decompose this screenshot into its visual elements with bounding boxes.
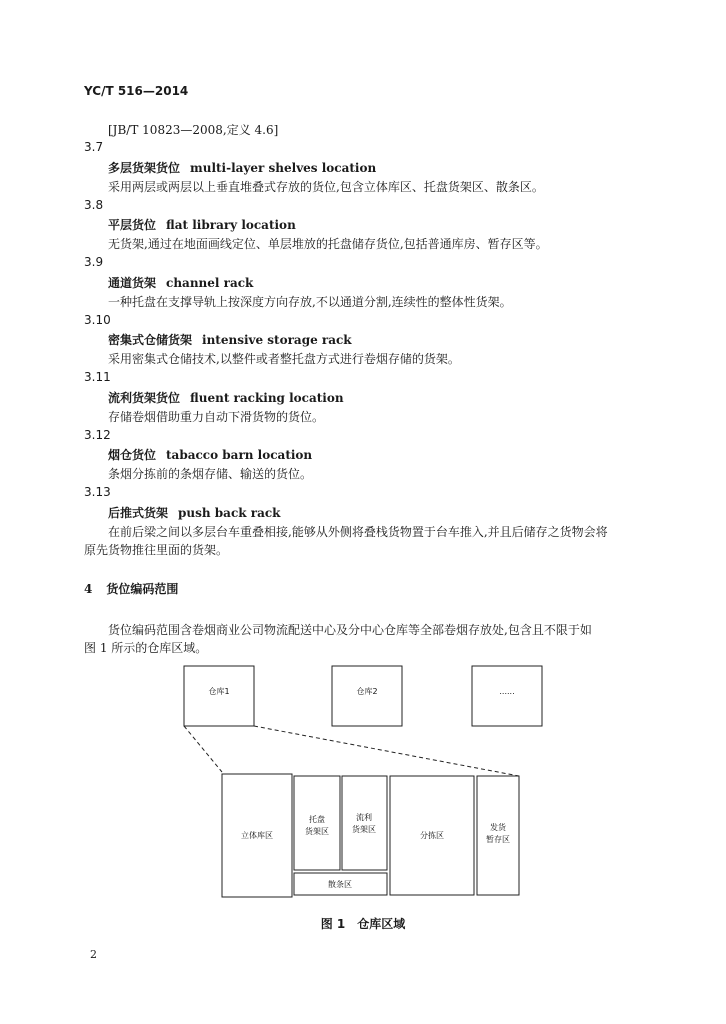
section-title: 货位编码范围 [106,582,179,596]
term-heading [108,159,376,176]
zoom-line-right [254,726,519,776]
term-heading [108,389,344,406]
term-en: flat library location [166,218,296,232]
term-en: push back rack [178,506,281,520]
zoom-line-left [184,726,222,772]
standard-id-header: YC/T 516—2014 [84,84,189,98]
term-definition: 条烟分拣前的条烟存储、输送的货位。 [108,467,313,481]
term-cn: 通道货架 [108,276,157,290]
term-en: tabacco barn location [166,448,313,462]
zone-ship-label-line1: 发货 [490,823,506,832]
section-paragraph-continued: 图 1 所示的仓库区域。 [84,641,208,655]
section-number: 4 [84,582,93,596]
term-definition: 采用密集式仓储技术,以整件或者整托盘方式进行卷烟存储的货架。 [108,352,460,366]
figure-caption: 图 1 仓库区域 [320,917,406,931]
term-cn: 后推式货架 [108,506,169,520]
term-heading [108,216,296,233]
term-cn: 平层货位 [108,218,157,232]
term-cn: 多层货架货位 [108,161,181,175]
warehouse-2-box [332,666,402,726]
term-cn: 流利货架货位 [108,391,181,405]
zone-fluent-label-line2: 货架区 [352,825,376,834]
warehouse-1-label: 仓库1 [208,687,230,696]
clause-number: 3.11 [84,370,111,384]
term-en: channel rack [166,276,254,290]
term-heading [108,331,352,348]
zone-pallet-label-line1: 托盘 [309,815,325,824]
zone-sort-label: 分拣区 [420,831,444,840]
page-number: 2 [90,948,97,961]
definition-reference: [JB/T 10823—2008,定义 4.6] [108,123,279,137]
term-definition: 采用两层或两层以上垂直堆叠式存放的货位,包含立体库区、托盘货架区、散条区。 [108,180,544,194]
clause-number: 3.12 [84,428,111,442]
term-definition: 在前后梁之间以多层台车重叠相接,能够从外侧将叠栈货物置于台车推入,并且后储存之货物会将 [108,525,608,539]
term-cn: 密集式仓储货架 [108,333,193,347]
term-definition: 无货架,通过在地面画线定位、单层堆放的托盘储存货位,包括普通库房、暂存区等。 [108,237,548,251]
term-en: intensive storage rack [202,333,352,347]
clause-number: 3.13 [84,485,111,499]
term-heading [108,446,312,463]
term-heading [108,504,280,521]
term-definition-continued: 原先货物推往里面的货架。 [84,543,229,557]
warehouse-more-label: ...... [499,687,515,696]
zone-pallet-label-line2: 货架区 [305,827,329,836]
warehouse-1-box [184,666,254,726]
warehouse-2-label: 仓库2 [356,687,378,696]
term-en: multi-layer shelves location [190,161,377,175]
clause-number: 3.9 [84,255,104,269]
clause-number: 3.8 [84,198,104,212]
section-paragraph: 货位编码范围含卷烟商业公司物流配送中心及分中心仓库等全部卷烟存放处,包含且不限于如 [108,623,592,637]
term-definition: 存储卷烟借助重力自动下滑货物的货位。 [108,410,325,424]
zone-ship-label-line2: 暂存区 [486,835,510,844]
clause-number: 3.7 [84,140,104,154]
zone-loose-label: 散条区 [328,880,352,889]
clause-number: 3.10 [84,313,111,327]
zone-fluent-label-line1: 流利 [356,813,372,822]
zone-fluent-box [342,776,387,870]
term-definition: 一种托盘在支撑导轨上按深度方向存放,不以通道分割,连续性的整体性货架。 [108,295,512,309]
term-cn: 烟仓货位 [108,448,157,462]
warehouse-more-box [472,666,542,726]
zone-stereo-label: 立体库区 [241,831,273,840]
term-heading [108,274,253,291]
warehouse-area-diagram [0,660,726,910]
section-heading [84,580,178,597]
term-en: fluent racking location [190,391,344,405]
